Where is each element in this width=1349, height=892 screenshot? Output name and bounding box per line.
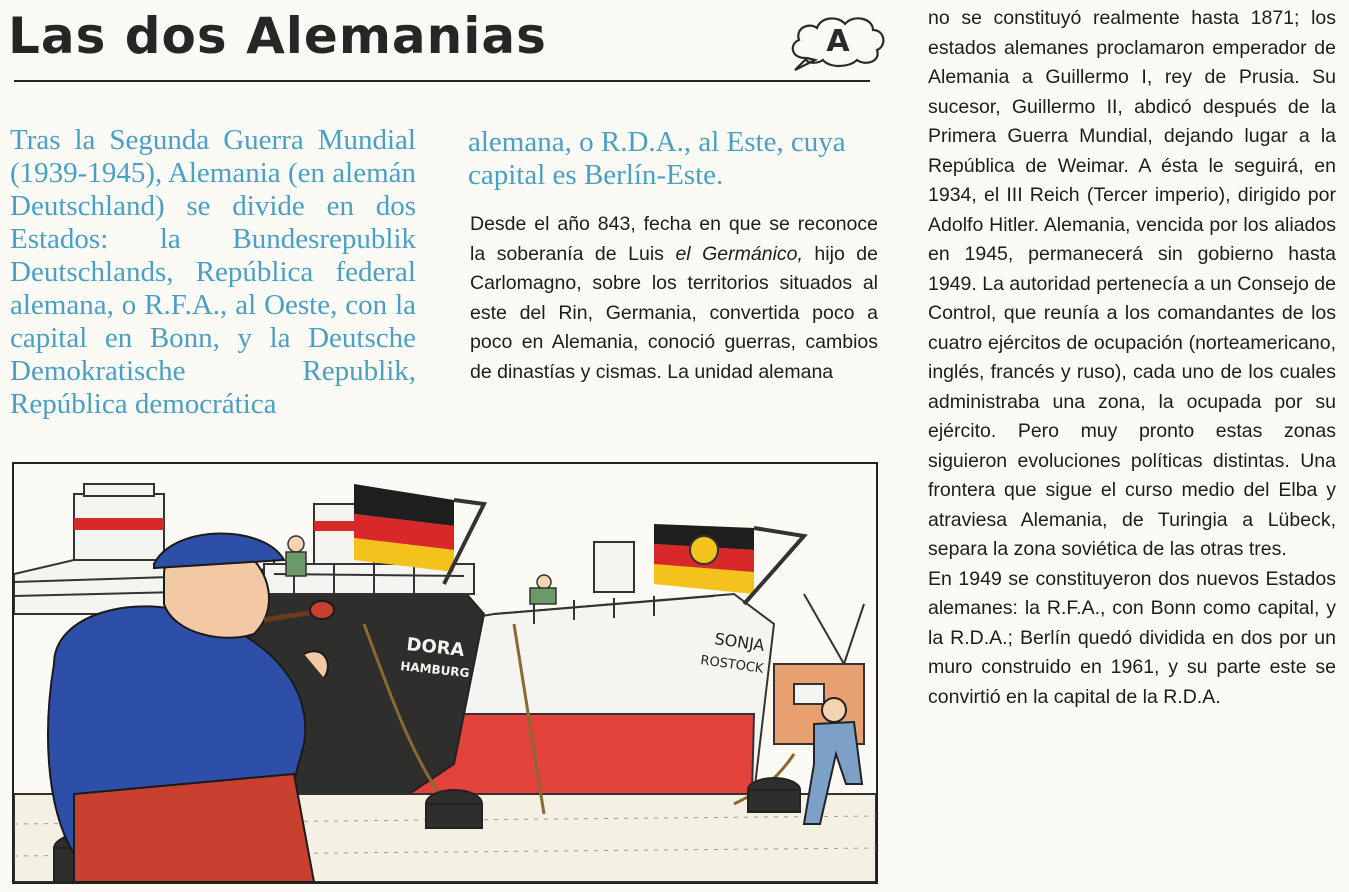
ship-dora-name: DORA [405, 634, 466, 662]
ship-sonja-port: ROSTOCK [699, 653, 765, 677]
body-column-2 [928, 4, 1336, 712]
badge-letter: A [826, 24, 850, 59]
gdr-emblem-icon [690, 536, 718, 564]
lead-paragraph-2: alemana, o R.D.A., al Este, cuya capital es Berlín-Este. [468, 126, 846, 191]
body-column-1 [470, 210, 878, 387]
body-text-emphasis: el Germánico, [675, 242, 803, 265]
body-paragraph-2: En 1949 se constituyeron dos nuevos Estados alemanes: la R.F.A., con Bonn como capital, y la R.D.A.; Berlín quedó dividida en dos por un muro construido en 1961, y su parte este se convirtió en la capital de la R.D.A. [928, 567, 1336, 708]
title-rule [14, 80, 870, 82]
harbor-illustration [12, 462, 878, 884]
letter-cloud-badge [785, 10, 891, 72]
gdr-flag [654, 524, 804, 604]
body-text-b: hijo de Carlomagno, sobre los territorios situados al este del Rin, Germania, convertida poco a poco en Alemania, conoció guerras, cambios de dinastías y cismas. La unidad alemana [470, 242, 878, 383]
lead-paragraph-1: Tras la Segunda Guerra Mundial (1939-1945), Alemania (en alemán Deutschland) se divide en dos Estados: la Bundesrepublik Deutschlands, República federal alemana, o R.F.A., al Oeste, con la capital en Bonn, y la Deutsche Demokratische Republik, República democrática [10, 124, 416, 420]
page-title: Las dos Alemanias [8, 7, 547, 65]
body-text-a: Desde el año 843, fecha en que se reconoce la soberanía de Luis [470, 213, 878, 265]
body-paragraph-1: no se constituyó realmente hasta 1871; los estados alemanes proclamaron emperador de Alemania a Guillermo I, rey de Prusia. Su sucesor, Guillermo II, abdicó después de la Primera Guerra Mundial, dejando lugar a la República de Weimar. A ésta le seguirá, en 1934, el III Reich (Tercer imperio), dirigido por Adolfo Hitler. Alemania, vencida por los aliados en 1945, permanecerá sin gobierno hasta 1949. La autoridad pertenecía a un Consejo de Control, que reunía a los comandantes de los cuatro ejércitos de ocupación (norteamericano, inglés, francés y ruso), cada uno de los cuales administraba una zona, la ocupada por su ejército. Pero muy pronto estas zonas siguieron evoluciones políticas distintas. Una frontera que sigue el curso medio del Elba y atraviesa Alemania, de Turingia a Lübeck, separa la zona soviética de las otras tres. [928, 7, 1336, 560]
ship-dora-port: HAMBURG [399, 659, 471, 681]
ship-sonja-name: SONJA [713, 629, 766, 655]
